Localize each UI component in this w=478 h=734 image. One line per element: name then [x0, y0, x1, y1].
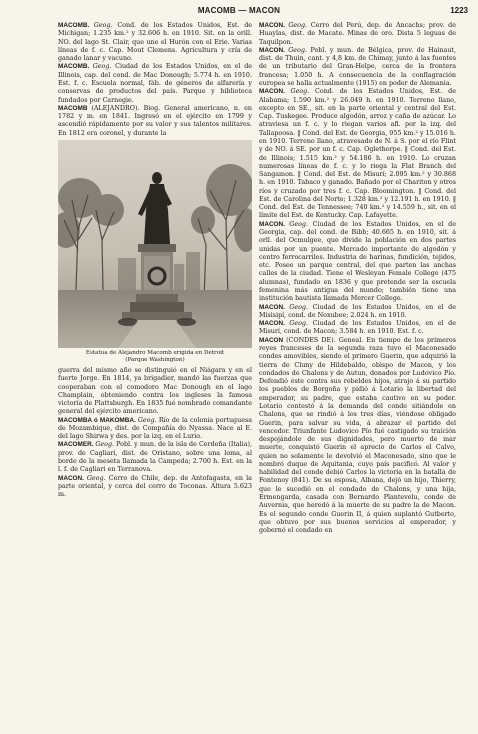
entry-macon-georgia — [259, 221, 456, 304]
caption-line-1: Estatua de Alejandro Macomb erigida en Detroit — [85, 349, 225, 356]
entry-headword: MACON. — [58, 474, 87, 482]
entry-headword: MACON. — [259, 22, 289, 29]
entry-macomb-michigan — [58, 22, 252, 63]
entry-macon-misuri — [259, 320, 456, 337]
entry-category: Geog. — [92, 63, 116, 71]
entry-headword: MACON. — [259, 46, 289, 54]
entry-category: Geog. — [289, 220, 313, 228]
entry-category: Geog. — [93, 22, 118, 29]
entry-category: Geog. — [288, 22, 311, 29]
entry-text: (CONDES DE). Geneal. En tiempo de los primeros reyes franceses de la segunda raza tuvo el Maconesado condes amovibles, siendo el primero Guerin, que adquirió la tierra de Cluny de Hildebaldo, obispo de Macon, y los condados de Chalons y de Autun, donados por Ludovico Pío. Defendió éste contra sus rebeldes hijos, atrajo á su partido los pueblos de Borgoña y pidió á Lotario la libertad del emperador, su padre, que estaba cautivo en su poder. Lotario contestó á la demanda del conde sitiándole en Chalons, que se rindió á los tres días, viéndose obligado Guerin, para salvar su vida, á abrazar el partido del vencedor. Triunfante Ludovico Pío fué castigado su traición despojándole de sus dignidades, pero muerto de mar muerte, conquistó Guerin el aprecio de Carlos el Calvo, quien no solamente le devolvió el Maconesado, sino que le nombró duque de Aquitania, cuyo país pacificó. Al valor y habilidad del conde debió Carlos la victoria en la batalla de Fontenoy (841). De su esposa, Albana, dejó un hijo, Thierry, que le sucedió en el condado de Chalons, y una hija, Ermengarda, casada con Bernardo Plantevelu, conde de Auvernia, que heredó á la muerte de su padre la de Macon. Es el segundo conde Guerin II, á quien suplantó Gutberto, que obtuvo por sus buenos servicios al emperador, y gobernó el condado en — [259, 336, 456, 535]
entry-category: Geog. — [86, 474, 109, 482]
statue-image — [58, 140, 252, 348]
entry-text: Río de la colonia portuguesa de Mozambique, dist. de Compañía do Nyassa. Nace al E. del lago Shirwa y des. por la izq. en el Lurio. — [58, 416, 252, 441]
entry-macon-peru — [259, 22, 456, 47]
right-column — [259, 22, 456, 535]
entry-continuation: guerra del mismo año se distinguió en el Niágara y en el fuerte Jorge. En 1814, ya brigadier, mandó las fuerzas que cooperaban con el comodoro Mac Donough en el lago Champlain, obteniendo contra los ingleses la famosa victoria de Plattsburgh. En 1835 fué nombrado comandante general del ejército americano. — [58, 366, 252, 416]
entry-category: Geog. — [137, 416, 159, 424]
entry-headword: MACON. — [259, 88, 291, 96]
entry-headword: MACOMB — [58, 104, 92, 112]
entry-macon-belgica — [259, 47, 456, 88]
entry-text: Cerro de Chile, dep. de Antofagasta, en la parte oriental, y cerca del cerro de Toconas. Altura 5.623 m. — [58, 474, 252, 499]
entry-category: Geog. — [290, 88, 316, 96]
entry-headword: MACOMB. — [58, 63, 93, 71]
entry-macon-chile — [58, 475, 252, 500]
entry-category: Geog. — [289, 320, 313, 328]
entry-headword: MACOMBA ó MAKOMBA. — [58, 416, 138, 424]
entry-headword: MACON — [259, 336, 287, 344]
entry-text: (ALEJANDRO). Biog. General americano, n. en 1782 y m. en 1841. Ingresó en el ejército en 1799 y ascendió rápidamente por su valor y sus talentos militares. En 1812 era coronel, y durante la — [58, 104, 252, 137]
entry-headword: MACON. — [259, 303, 290, 311]
entry-text: Cond. de los Estados Unidos, Est. de Michigan; 1.235 km.² y 32.606 h. en 1910. Sit. en la orill. NO. del lago St. Clair, que une el Hurón con el Erie. Varias líneas de f. c. Cap. Mout Clemens. Agricultura y cría de ganado lanar y vacuno. — [58, 22, 253, 63]
entry-text: Cerro del Perú, dep. de Ancachs; prov. de Huaylas, dist. de Macate. Minas de oro. Dista 5 leguas de Taquilpon. — [259, 22, 456, 46]
entry-headword: MACOMB. — [58, 22, 94, 29]
entry-text: Ciudad de los Estados Unidos, en el de Misisipí, cond. de Noxubee; 2.024 h. en 1910. — [259, 303, 456, 319]
entry-macomba — [58, 417, 252, 442]
running-header — [0, 6, 478, 20]
figure-caption — [58, 350, 252, 364]
entry-macomb-illinois — [58, 63, 252, 104]
page-number: 1223 — [450, 6, 468, 15]
entry-text: Pobl. y mun. de la isla de Cerdeña (Italia), prov. de Cagliari, dist. de Oristano, sobre una loma, al borde de la meseta llamada la Campeda; 2.700 h. Est. en la l. f. de Cagliari en Terranova. — [58, 441, 252, 474]
entry-text: Cond. de los Estados Unidos, Est. de Alabama; 1.590 km.² y 26.049 h. en 1910. Terreno llano, excepto en SE., sit. en la parte oriental y central del Est. Cap. Tuskegee. Produce algodón, arroz y caña de azúcar. Lo atraviesa un f. c. y lo riegan varios afl. por la izq. del Tallapoosa. ‖ Cond. del Est. de Georgia, 955 km.² y 15.016 h. en 1910. Terreno llano, atravesado de N. á S. por el río Flint y de NO. á SE. por un f. c. Cap. Oglethorpe. ‖ Cond. del Est. de Illinois; 1.515 km.² y 54.186 h. en 1910. Lo cruzan numerosas líneas de f. c. y lo riega la Flat Branch del Sangamon. ‖ Cond. del Est. de Misurí; 2.095 km.² y 30.868 h. en 1910. Tabaco y ganado. Bañado por el Chariton y otros ríos y cruzado por tres f. c. Cap. Bloomington. ‖ Cond. del Est. de Carolina del Norte; 1.328 km.² y 12.191 h. en 1910. ‖ Cond. del Est. de Tennessee; 740 km.² y 14.559 h., sit. en el límite del Est. de Kentucky. Cap. Lafayette. — [259, 88, 456, 220]
entry-category: Geog. — [289, 303, 313, 311]
caption-line-2: (Parque Washington) — [125, 356, 185, 363]
left-column — [58, 22, 252, 499]
entry-macomer — [58, 441, 252, 474]
entry-headword: MACON. — [259, 320, 290, 328]
statue-photograph — [58, 140, 252, 348]
entry-text: Ciudad de los Estados Unidos, en el de Misurí, cond. de Macon; 3.584 h. en 1910. Est. f. c. — [259, 320, 456, 336]
entry-text: Ciudad de los Estados Unidos, en el de Illinois, cap. del cond. de Mac Donough; 5.774 h. en 1910. Est. f. c. Escuela normal, fáb. de géneros de alfarería y conservas de productos del país. Parque y biblioteca fundados por Carnegie. — [58, 63, 253, 104]
entry-macomb-alejandro — [58, 105, 252, 138]
entry-macon-misisipi — [259, 304, 456, 321]
entry-text: Pobl. y mun. de Bélgica, prov. de Hainaut, dist. de Thuin, cant. y 4,8 km. de Chimay, junto á las fuentes de un tributario del Gran-Helpe, cerca de la frontera francesa; 1.050 h. A consecuencia de la conflagración europea se halla actualmente (1915) en poder de Alemania. — [259, 46, 456, 87]
entry-headword: MACON. — [259, 220, 290, 228]
entry-macon-condados — [259, 88, 456, 221]
entry-macon-condes — [259, 337, 456, 536]
entry-headword: MACOMER. — [58, 441, 96, 449]
entry-text: Ciudad de los Estados Unidos, en el de Georgia, cap. del cond. de Bibb; 40.665 h. en 1910, sit. á orll. del Ocmulgee, que divide la población en dos partes unidas por un puente. Mercado importante de algodón y centro ferrocarriles. Industria de harinas, fundición, tejidos, etc. Posee un parque central, del que parten las anchas calles de la ciudad. Tiene el Wesleyan Female College (475 alumnas), fundado en 1836 y que pretende ser la escuela femenina más antigua del mundo; también tiene una institución bautista llamada Mercer College. — [259, 220, 456, 303]
entry-category: Geog. — [288, 46, 311, 54]
running-title: MACOMB — MACON — [197, 6, 281, 15]
statue-figure — [58, 140, 252, 364]
entry-category: Geog. — [95, 441, 117, 449]
